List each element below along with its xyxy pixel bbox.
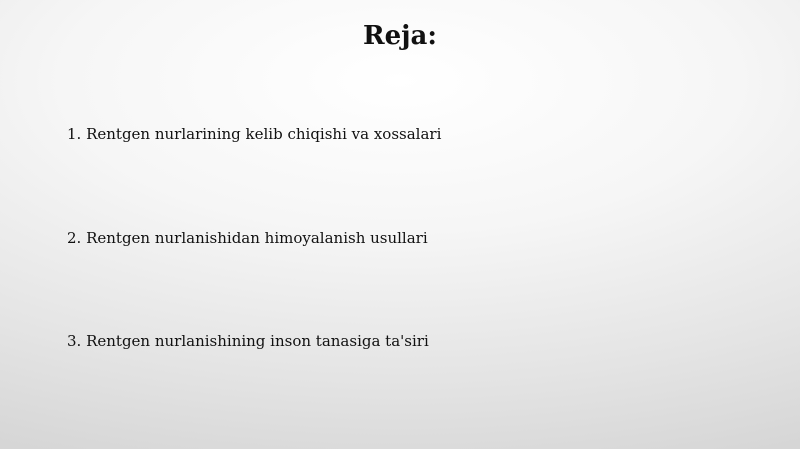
plan-item-3: 3. Rentgen nurlanishining inson tanasiga ta'siri [67,332,429,350]
plan-item-1: 1. Rentgen nurlarining kelib chiqishi va xossalari [67,125,442,143]
plan-item-2: 2. Rentgen nurlanishidan himoyalanish usullari [67,229,428,247]
slide-title: Reja: [362,21,437,51]
